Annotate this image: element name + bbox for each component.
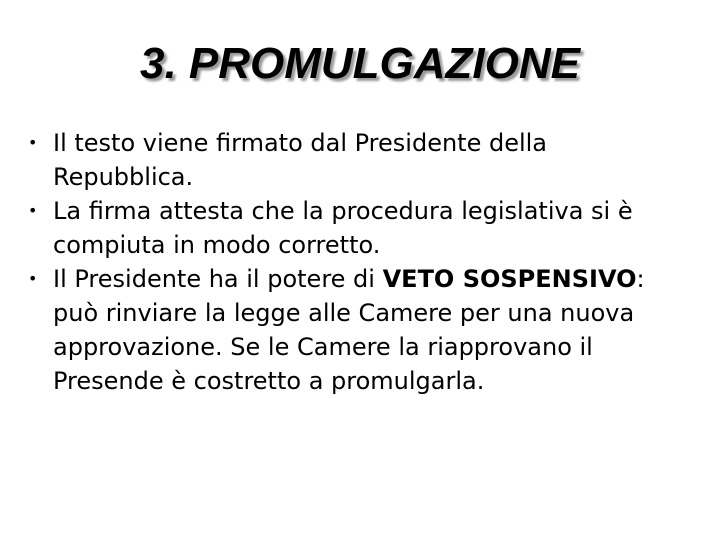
- bullet-text: La firma attesta che la procedura legislativa si è compiuta in modo corretto.: [53, 197, 633, 259]
- bullet-text-before: Il Presidente ha il potere di: [53, 265, 383, 293]
- bullet-dot-icon: •: [28, 133, 38, 152]
- bullet-text: Il testo viene firmato dal Presidente della Repubblica.: [53, 129, 548, 191]
- bullet-item: [28, 194, 678, 262]
- bullet-text-after: : può rinviare la legge alle Camere per una nuova approvazione. Se le Camere la riapprovano il Presende è costretto a promulgarla.: [53, 265, 645, 395]
- slide-title: 3. PROMULGAZIONE: [139, 39, 581, 88]
- bullet-dot-icon: •: [28, 201, 38, 220]
- bullet-item: [28, 262, 678, 398]
- bullet-item: [28, 126, 678, 194]
- bullet-list: [28, 126, 678, 398]
- bullet-dot-icon: •: [28, 269, 38, 288]
- bullet-bold-term: VETO SOSPENSIVO: [382, 265, 637, 293]
